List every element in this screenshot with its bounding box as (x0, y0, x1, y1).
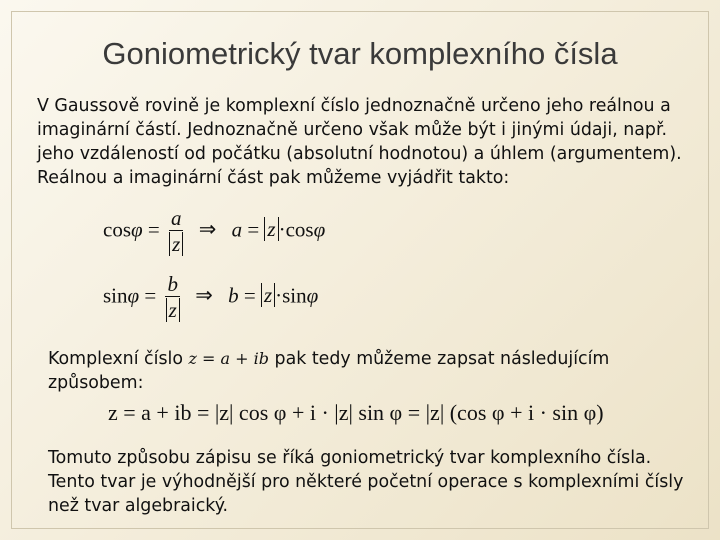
phi-symbol: φ (131, 217, 143, 242)
fraction (165, 272, 180, 323)
equals-sign: = (147, 217, 160, 242)
result-variable: b (228, 283, 239, 308)
intro-paragraph: V Gaussově rovině je komplexní číslo jednoznačně určeno jeho reálnou a imaginární částí. Jednoznačně určeno však může být i jinými údaji, např. jeho vzdáleností od počátku (absolutní hodnotou) a úhlem (argumentem). Reálnou a imaginární část pak můžeme vyjádřit takto: (37, 96, 682, 188)
phi-symbol: φ (127, 283, 140, 308)
dot-operator: · (278, 217, 286, 242)
phi-symbol: φ (313, 217, 326, 242)
phi-symbol: φ (306, 283, 319, 308)
cos-func: cos (103, 217, 131, 242)
numerator: b (167, 272, 178, 296)
denominator: z (172, 232, 181, 256)
abs-z: z (267, 217, 276, 242)
abs-z: z (263, 283, 273, 308)
complex-number-paragraph (48, 347, 668, 395)
complex-text-after: pak tedy můžeme zapsat následujícím způsobem: (48, 349, 610, 393)
equals-sign: = (243, 283, 256, 308)
page-title: Goniometrický tvar komplexního čísla (102, 36, 618, 71)
equals-sign: = (144, 283, 157, 308)
denominator: z (168, 298, 177, 322)
full-formula: z = a + ib = |z| cos φ + i · |z| sin φ = |z| (cos φ + i · sin φ) (108, 400, 604, 425)
sin-func: sin (282, 283, 307, 308)
numerator: a (170, 206, 182, 230)
conclusion-paragraph: Tomuto způsobu zápisu se říká goniometrický tvar komplexního čísla. Tento tvar je výhodnější pro některé početní operace s komplexními čísly než tvar algebraický. (48, 448, 684, 516)
implies-arrow: ⇒ (195, 283, 213, 308)
sin-formula (103, 272, 318, 323)
equals-sign: = (247, 217, 260, 242)
cos-formula (103, 206, 325, 257)
cos-func: cos (285, 217, 314, 242)
complex-expression: z = a + ib (188, 349, 269, 368)
fraction (169, 206, 184, 257)
implies-arrow: ⇒ (198, 217, 217, 242)
dot-operator: · (275, 283, 283, 308)
sin-func: sin (103, 283, 128, 308)
result-variable: a (231, 217, 243, 242)
complex-text-before: Komplexní číslo (48, 349, 189, 369)
